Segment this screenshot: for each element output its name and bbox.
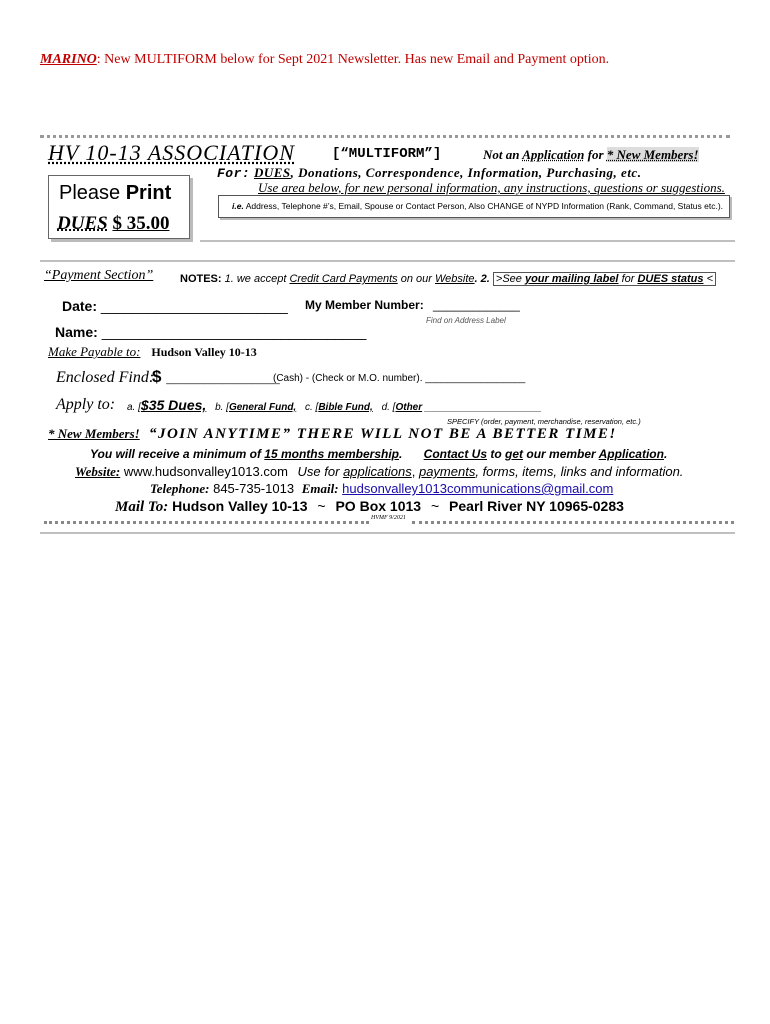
website-label: Website: — [75, 464, 121, 479]
option-d-value: Other — [395, 402, 423, 413]
option-b[interactable] — [215, 402, 299, 413]
multiform-label: [“MULTIFORM”] — [332, 146, 442, 162]
ie-label: i.e. — [232, 201, 244, 211]
mail-name: Hudson Valley 10-13 — [172, 498, 308, 514]
dues-status-text: DUES status — [637, 273, 704, 285]
option-d[interactable] — [382, 402, 542, 413]
application-text: Application — [522, 147, 585, 162]
member-number-line: _____________ — [433, 298, 520, 312]
see-text: >See — [495, 273, 522, 285]
for-dues: DUES — [253, 165, 291, 180]
dues-label: DUES — [57, 213, 108, 234]
notes-line — [180, 273, 716, 285]
see-box — [493, 272, 716, 286]
make-payable-label: Make Payable to: — [48, 344, 141, 359]
cash-check-field[interactable] — [273, 373, 525, 384]
receive-t3: . — [398, 447, 403, 461]
mail-city: Pearl River NY 10965-0283 — [449, 498, 624, 514]
website-line: Website: www.hudsonvalley1013.com Use for applications, payments, forms, items, links and information. — [75, 464, 684, 479]
make-payable-value: Hudson Valley 10-13 — [151, 345, 257, 359]
apply-options — [127, 397, 542, 413]
for-rest: , Donations, Correspondence, Information, Purchasing, etc. — [290, 165, 642, 180]
telephone-line — [150, 481, 613, 497]
new-members-text: * New Members! — [606, 147, 699, 162]
specify-note: SPECIFY (order, payment, merchandise, reservation, etc.) — [447, 417, 641, 426]
top-note — [40, 52, 609, 68]
cash-check-text: (Cash) - (Check or M.O. number). — [273, 373, 423, 384]
top-note-text: : New MULTIFORM below for Sept 2021 Newsletter. Has new Email and Payment option. — [96, 52, 610, 67]
join-new-members: * New Members! — [48, 426, 140, 441]
notes-label: NOTES: — [180, 273, 222, 285]
website-rest: , forms, items, links and information. — [475, 464, 684, 479]
payments-link[interactable]: payments — [418, 464, 476, 479]
member-number-hint: Find on Address Label — [426, 316, 506, 325]
name-label: Name: — [55, 324, 98, 340]
notes-num2: . 2. — [474, 273, 490, 285]
mail-sep-2: ~ — [430, 498, 440, 514]
not-an-text: Not an — [483, 147, 520, 162]
mailing-label-text: your mailing label — [524, 273, 619, 285]
ie-text: Address, Telephone #’s, Email, Spouse or Contact Person, Also CHANGE of NYPD Information (Rank, Command, Status etc.). — [245, 201, 724, 211]
mail-box: PO Box 1013 — [335, 498, 422, 514]
ie-box — [218, 195, 730, 218]
applications-link[interactable]: applications — [343, 464, 412, 479]
receive-t7: our member — [526, 447, 596, 461]
print-text: Print — [125, 182, 172, 204]
option-d-line: _____________________ — [424, 402, 542, 413]
telephone-label: Telephone: — [150, 481, 210, 496]
notes-text1: 1. we accept — [224, 273, 287, 285]
not-an-application — [483, 147, 699, 163]
mail-sep-1: ~ — [317, 498, 326, 514]
footer-gray-line — [40, 532, 735, 534]
date-line: ________________________ — [100, 298, 288, 314]
divider-line — [200, 240, 735, 242]
date-field[interactable] — [62, 298, 288, 314]
association-title: HV 10-13 ASSOCIATION — [48, 140, 295, 165]
telephone-number: 845-735-1013 — [213, 481, 295, 496]
member-number-label: My Member Number: — [305, 298, 424, 312]
receive-t9: . — [663, 447, 668, 461]
option-b-value: General Fund, — [228, 402, 297, 413]
option-b-bracket: b. [ — [215, 402, 229, 413]
enclosed-find-label: Enclosed Find: — [56, 369, 155, 386]
dollar-sign: $ — [152, 367, 162, 386]
application-link[interactable]: Application — [598, 447, 664, 461]
option-c[interactable] — [305, 402, 376, 413]
make-payable-line — [48, 344, 257, 360]
receive-t2: 15 months membership — [264, 447, 399, 461]
for-label: For: — [217, 166, 251, 181]
receive-line — [90, 447, 667, 461]
divider-line — [40, 260, 735, 262]
option-d-bracket: d. [ — [381, 402, 396, 413]
receive-t1: You will receive a minimum of — [90, 447, 261, 461]
footer-divider-right — [412, 521, 734, 524]
apply-to-label: Apply to: — [56, 396, 116, 413]
website-url[interactable]: www.hudsonvalley1013.com — [123, 464, 288, 479]
join-line — [48, 426, 617, 443]
for-line — [217, 165, 641, 181]
credit-card-text: Credit Card Payments — [289, 273, 398, 285]
top-note-name: MARINO — [40, 52, 97, 67]
website-t1: Use for — [297, 464, 340, 479]
dues-amount: $ 35.00 — [112, 213, 170, 234]
please-text: Please — [59, 182, 121, 204]
website-text: Website — [435, 273, 475, 285]
top-divider — [40, 135, 730, 138]
enclosed-amount-field[interactable] — [152, 367, 280, 387]
option-a-bracket: a. [ — [127, 402, 141, 413]
please-print-box — [48, 175, 190, 239]
email-label: Email: — [301, 481, 339, 496]
name-field[interactable] — [55, 324, 366, 340]
mail-to-line — [115, 498, 624, 516]
date-label: Date: — [62, 298, 98, 314]
mail-to-label: Mail To: — [115, 499, 169, 515]
notes-end: < — [706, 273, 713, 285]
use-area-text: Use area below, for new personal information, any instructions, questions or suggestions. — [258, 180, 725, 195]
footer-divider-left — [44, 521, 369, 524]
option-a[interactable] — [127, 397, 209, 413]
for-text-2: for — [621, 273, 635, 285]
receive-t5: to — [490, 447, 502, 461]
enclosed-line: ____________ — [166, 367, 280, 386]
check-line: __________________ — [425, 373, 526, 384]
join-text: “JOIN ANYTIME” THERE WILL NOT BE A BETTER TIME! — [148, 426, 617, 442]
contact-us-link[interactable]: Contact Us — [423, 447, 488, 461]
option-c-bracket: c. [ — [304, 402, 319, 413]
email-link[interactable]: hudsonvalley1013communications@gmail.com — [342, 481, 614, 496]
payment-section-label: “Payment Section” — [44, 268, 154, 283]
for-text: for — [587, 147, 604, 162]
member-number-field[interactable] — [305, 298, 520, 312]
on-our-text: on our — [400, 273, 432, 285]
footer-code: HVMF 9/2021 — [371, 515, 406, 521]
name-line: __________________________________ — [101, 324, 367, 340]
option-a-value: $35 Dues, — [140, 397, 207, 413]
receive-t6: get — [505, 447, 524, 461]
option-c-value: Bible Fund, — [318, 402, 373, 413]
